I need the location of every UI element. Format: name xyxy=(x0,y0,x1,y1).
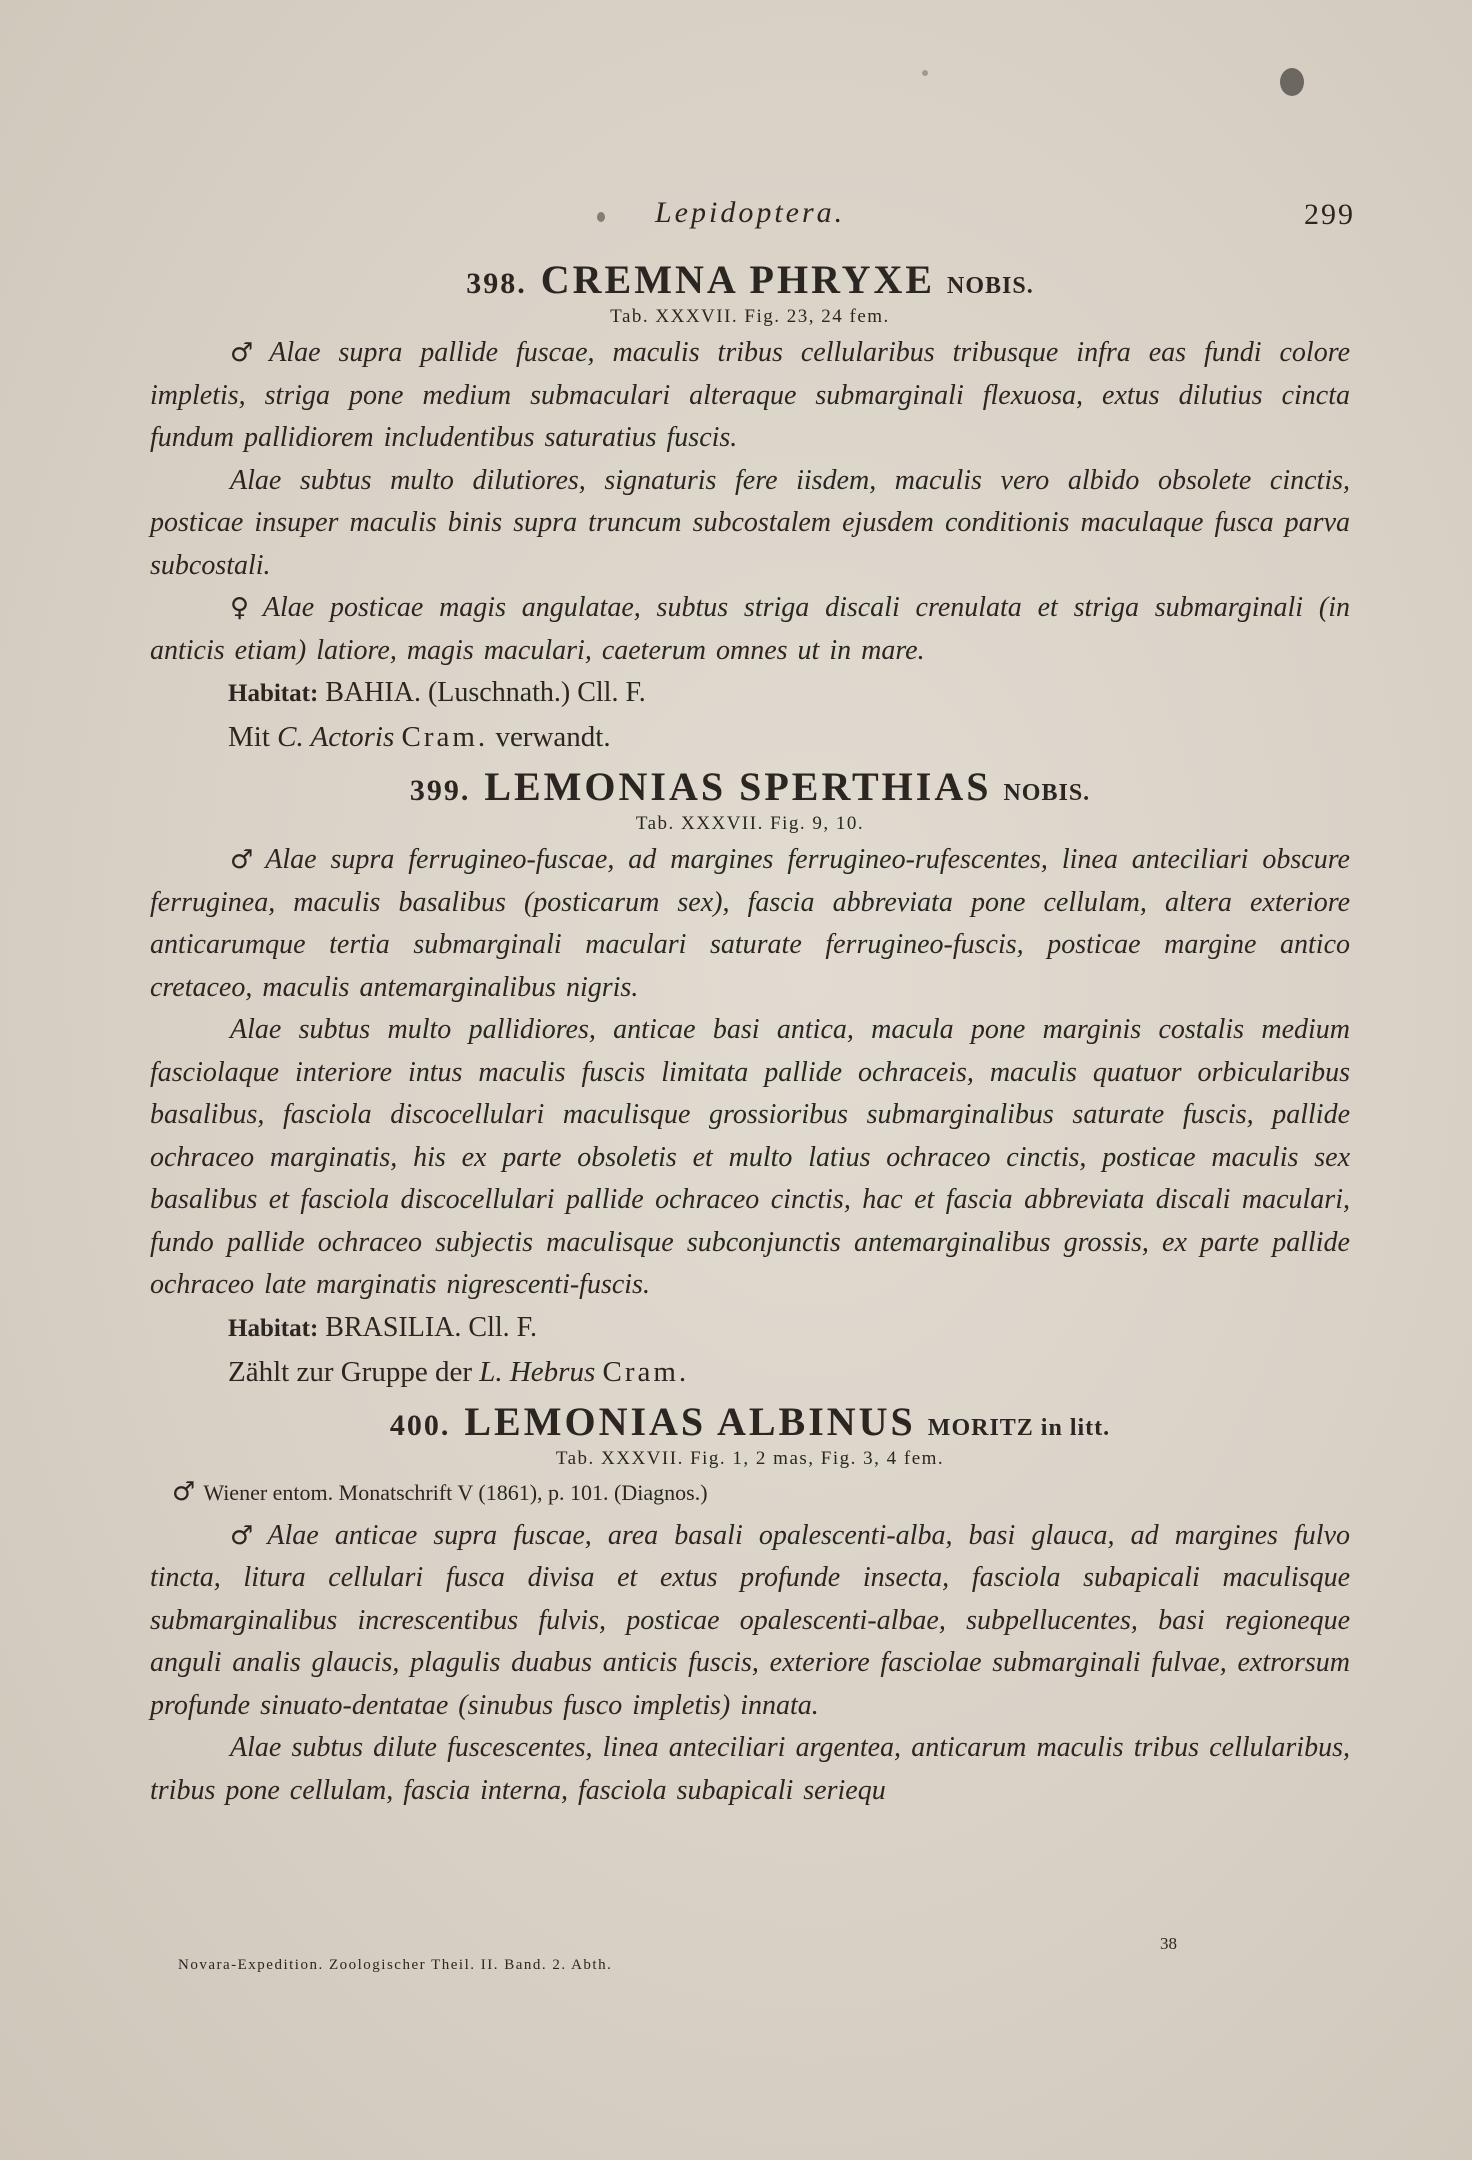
entry-heading xyxy=(150,765,1350,809)
species-name: LEMONIAS ALBINUS xyxy=(464,1398,916,1444)
affinity-note xyxy=(228,1350,1350,1394)
description-text: Alae anticae supra fuscae, area basali opalescenti-alba, basi glauca, ad margines fulvo tincta, litura cellulari fusca divisa et extus profunde insecta, fasciola subapicali maculisque submarginalibus increscentibus fulvis, posticae opalescenti-albae, subpellucentes, basi regioneque anguli analis glaucis, plagulis duabus anticis fuscis, exteriore fasciolae submarginali fulvae, extrorsum profunde sinuato-dentatae (sinubus fusco impletis) innata. xyxy=(150,1519,1350,1721)
species-entry-400 xyxy=(150,1400,1350,1813)
male-description xyxy=(150,839,1350,1009)
male-symbol-icon: ♂ xyxy=(230,845,258,875)
species-name: LEMONIAS SPERTHIAS xyxy=(484,764,992,809)
plate-reference: Tab. XXXVII. Fig. 23, 24 fem. xyxy=(610,306,890,327)
entry-heading xyxy=(150,1400,1350,1444)
note-prefix: Mit xyxy=(228,721,270,753)
reference-text: Wiener entom. Monatschrift V (1861), p. 101. (Diagnos.) xyxy=(203,1479,708,1505)
page-number: 299 xyxy=(1304,198,1355,231)
note-prefix: Zählt zur Gruppe der xyxy=(228,1355,472,1388)
species-name: CREMNA PHRYXE xyxy=(540,257,936,302)
affinity-note xyxy=(228,715,1350,759)
habitat-text: BRASILIA. Cll. F. xyxy=(325,1311,537,1343)
note-species: C. Actoris xyxy=(277,721,395,753)
male-symbol-icon: ♂ xyxy=(172,1476,196,1507)
species-author: MORITZ in litt. xyxy=(927,1414,1111,1441)
entry-heading xyxy=(150,258,1350,302)
entry-number: 400. xyxy=(389,1408,451,1442)
literature-reference xyxy=(172,1474,1350,1511)
female-symbol-icon: ♀ xyxy=(230,593,255,623)
description-text: Alae supra pallide fuscae, maculis tribus cellularibus tribusque infra eas fundi colore impletis, striga pone medium submaculari alteraque submarginali flexuosa, extus dilutius cincta fundum pallidiorem includentibus saturatius fuscis. xyxy=(150,337,1350,453)
note-author: Cram. xyxy=(401,721,489,753)
plate-reference: Tab. XXXVII. Fig. 1, 2 mas, Fig. 3, 4 fem. xyxy=(555,1447,945,1469)
species-author: NOBIS. xyxy=(1003,780,1091,806)
species-author: NOBIS. xyxy=(947,273,1034,299)
female-description xyxy=(150,587,1350,672)
plate-reference: Tab. XXXVII. Fig. 9, 10. xyxy=(635,813,865,834)
habitat-label: Habitat: xyxy=(228,1314,319,1342)
underside-description: Alae subtus dilute fuscescentes, linea anteciliari argentea, anticarum maculis tribus cellularibus, tribus pone cellulam, fascia interna, fasciola subapicali seriequ xyxy=(150,1732,1350,1806)
note-species: L. Hebrus xyxy=(479,1355,596,1388)
running-head: Lepidoptera. xyxy=(655,196,846,229)
page-header xyxy=(150,196,1365,246)
page-footer: Novara-Expedition. Zoologischer Theil. II. Band. 2. Abth. xyxy=(178,1957,613,1973)
habitat-line xyxy=(228,1307,1350,1350)
male-description xyxy=(150,332,1350,460)
habitat-label: Habitat: xyxy=(228,680,319,707)
male-description xyxy=(150,1515,1350,1728)
underside-description: Alae subtus multo pallidiores, anticae basi antica, macula pone marginis costalis medium fasciolaque interiore intus maculis fuscis limitata pallide ochraceis, maculis quatuor orbicularibus basalibus, fasciola discocellulari maculisque grossioribus submarginalibus saturate fuscis, pallide ochraceo marginatis, his ex parte obsoletis et multo latius ochraceo cinctis, posticae maculis sex basalibus et fasciola discocellulari pallide ochraceo cinctis, hac et fascia abbreviata discali maculari, fundo pallide ochraceo subjectis maculisque subconjunctis antemarginalibus grossis, ex parte pallide ochraceo late marginatis nigrescenti-fuscis. xyxy=(150,1014,1350,1300)
note-author: Cram. xyxy=(602,1355,690,1388)
species-entry-399 xyxy=(150,765,1350,1394)
description-text: Alae posticae magis angulatae, subtus striga discali crenulata et striga submarginali (in anticis etiam) latiore, magis maculari, caeterum omnes ut in mare. xyxy=(150,592,1350,666)
entry-number: 399. xyxy=(409,774,471,807)
ink-speck xyxy=(922,70,928,76)
species-entry-398 xyxy=(150,258,1350,759)
male-symbol-icon: ♂ xyxy=(230,338,262,368)
signature-mark: 38 xyxy=(1160,1934,1177,1953)
page-content xyxy=(150,258,1350,1812)
entry-number: 398. xyxy=(466,267,527,300)
ink-stain xyxy=(1280,68,1304,96)
habitat-line xyxy=(228,672,1350,715)
habitat-text: BAHIA. (Luschnath.) Cll. F. xyxy=(325,677,646,708)
description-text: Alae supra ferrugineo-fuscae, ad margines ferrugineo-rufescentes, linea anteciliari obscure ferruginea, maculis basalibus (posticarum sex), fascia abbreviata pone cellulam, altera exteriore anticarumque tertia submarginali maculari saturate ferrugineo-fuscis, posticae margine antico cretaceo, maculis antemarginalibus nigris. xyxy=(150,844,1350,1003)
underside-description: Alae subtus multo dilutiores, signaturis fere iisdem, maculis vero albido obsolete cinctis, posticae insuper maculis binis supra truncum subcostalem ejusdem conditionis maculaque fusca parva subcostali. xyxy=(150,464,1350,581)
note-suffix: verwandt. xyxy=(495,721,611,753)
male-symbol-icon: ♂ xyxy=(230,1520,260,1551)
